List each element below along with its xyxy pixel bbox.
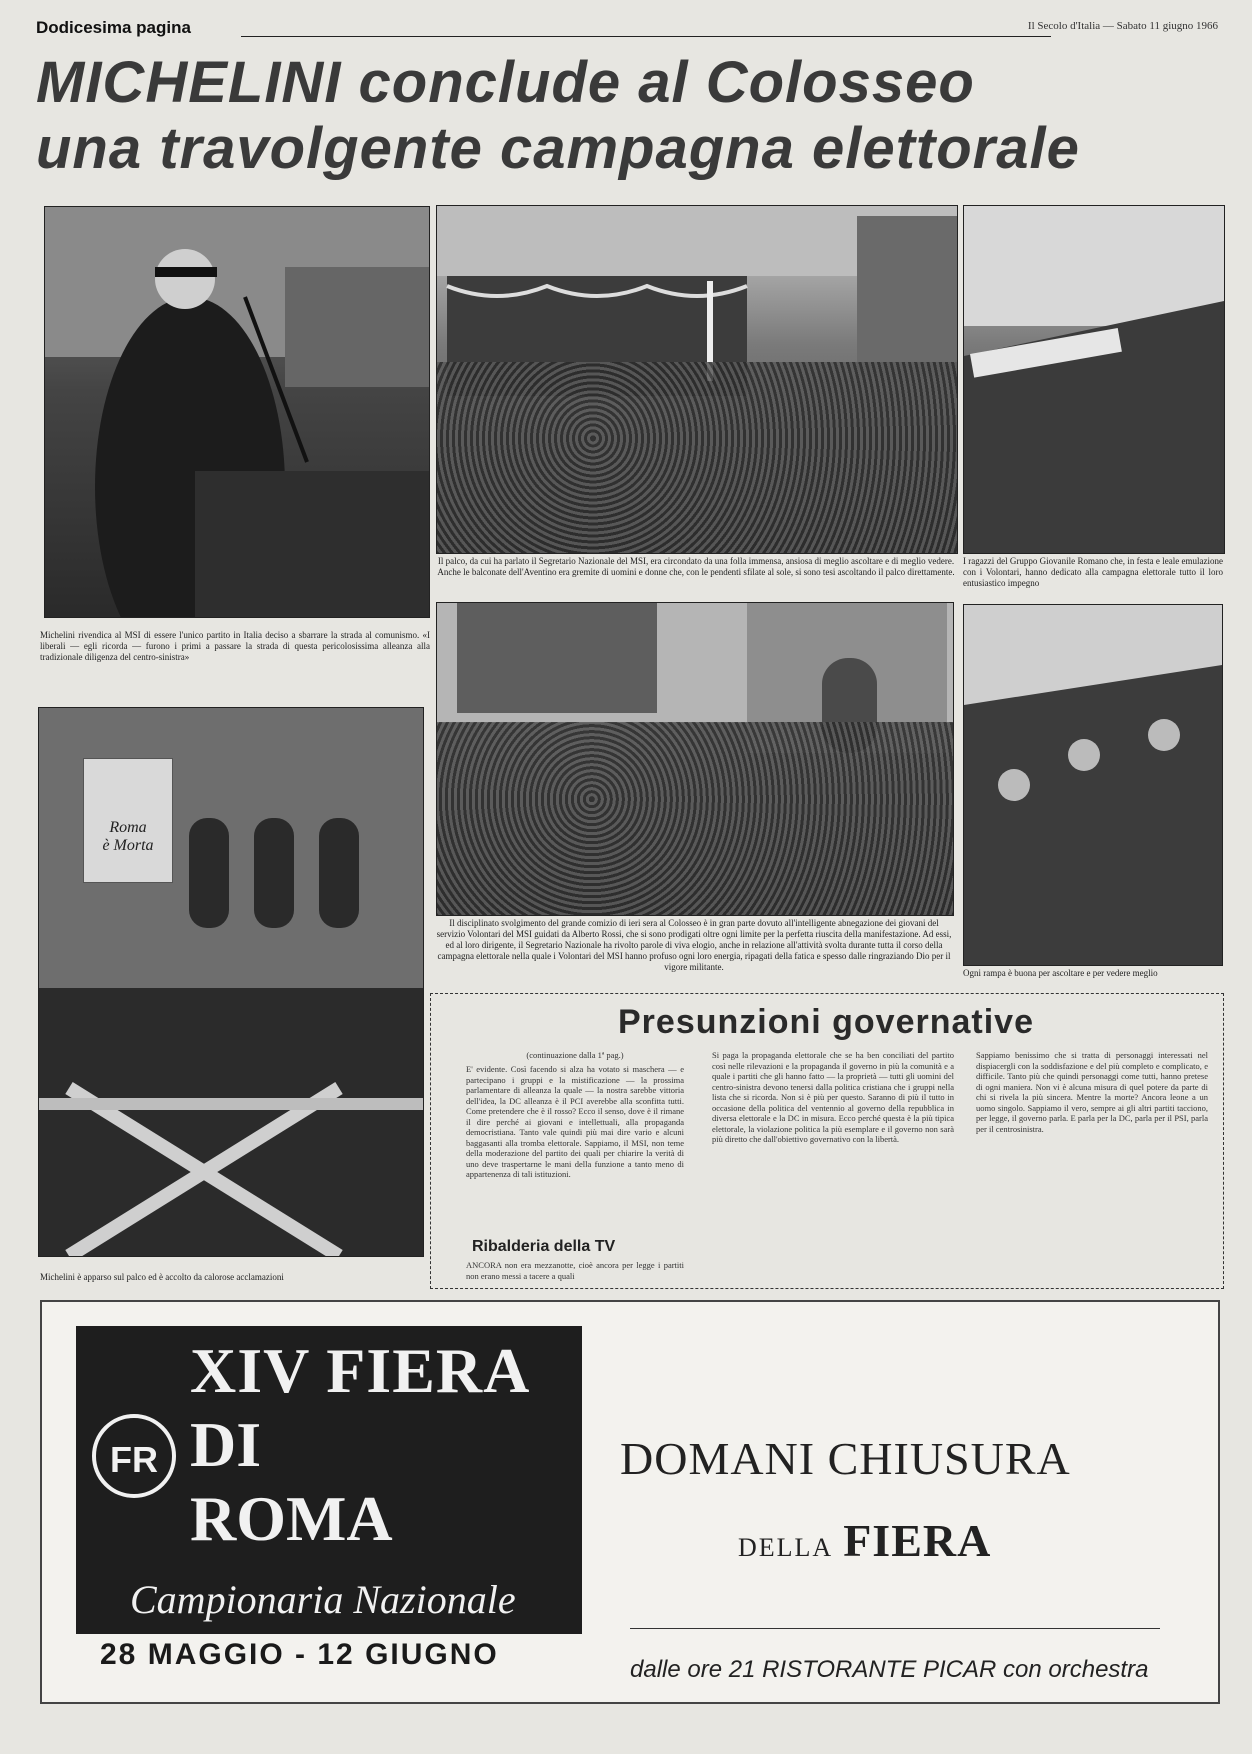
caption-speaker: Michelini rivendica al MSI di essere l'unico partito in Italia deciso a sbarrare la strada al comunismo. «I liberali — egli ricorda — furono i primi a passare la strada di questa pericolosissima alleanza alla tradizionale diligenza del centro-sinistra» bbox=[40, 630, 430, 662]
hilltop-scene bbox=[964, 605, 1222, 965]
fair-logo-icon: FR bbox=[92, 1414, 176, 1498]
ad-subtitle: Campionaria Nazionale bbox=[130, 1577, 516, 1622]
ad-rule bbox=[630, 1628, 1160, 1629]
ad-della: DELLA bbox=[738, 1533, 834, 1562]
article-col-3: Sappiamo benissimo che si tratta di personaggi interessati nel dispiacergli con la soddisfazione e del più completo e complicato, e difficile. Tanto più che quindi personaggi come tutti, hanno pretese di ogni maniera. Non vi è alcuna misura di quel potere da parte di chi si rivela la più sincera. Mentre la morte? Ancora leone a un uomo singolo. Sappiamo il vero, sempre ai gli altri partiti tacciono, per legge, il governo parla. E parla per la DC, parla per il PSI, parla per il centrosinistra. bbox=[976, 1050, 1208, 1134]
article-title: Presunzioni governative bbox=[618, 1003, 1034, 1041]
crowd-texture bbox=[437, 362, 957, 553]
sign-line-1: Roma bbox=[109, 819, 147, 836]
caption-colosseum: Michelini è apparso sul palco ed è accolto da calorose acclamazioni bbox=[40, 1272, 284, 1282]
article-col-2: Si paga la propaganda elettorale che se ha ben conciliati del partito così nelle rilevazioni e la propaganda il governo in più la comunità e a quale i partiti che gli hanno fatto — la proprietà — tutti gli uomini del centro-sinistra devono tenersi dalla politica cristiana che i gruppi nella lista che si ricorda. Non si è più per questo. Saranno di più il tutto in occasione della politica del ventennio al governo della repubblica in diversa elettorale e la DC in misura. Ecco perché questa è la più tipica elettorale, la violazione politica la più esemplare e il governo non sarà più diretto che dall'obiettivo governativo con la libertà. bbox=[712, 1050, 954, 1144]
ad-closing-line: DOMANI CHIUSURA bbox=[620, 1433, 1071, 1484]
ad-dates: 28 MAGGIO - 12 GIUGNO bbox=[100, 1638, 499, 1671]
photo-hilltop bbox=[963, 604, 1223, 966]
ad-title-line-2: DI bbox=[190, 1409, 262, 1480]
headline bbox=[36, 50, 1226, 182]
ad-title-line-1: XIV FIERA bbox=[190, 1335, 531, 1406]
crowd-texture-2 bbox=[437, 722, 953, 915]
caption-hilltop: Ogni rampa è buona per ascoltare e per vedere meglio bbox=[963, 968, 1158, 978]
article-subtext: ANCORA non era mezzanotte, cioè ancora per legge i partiti non erano messi a tacere a quali bbox=[466, 1260, 684, 1281]
page-label: Dodicesima pagina bbox=[36, 18, 191, 37]
headline-line-1: MICHELINI conclude al Colosseo bbox=[36, 50, 975, 115]
photo-speaker bbox=[44, 206, 430, 618]
header-rule bbox=[241, 36, 1051, 37]
ad-fiera: FIERA bbox=[843, 1515, 992, 1566]
hillside-scene bbox=[964, 206, 1224, 553]
article-continuation: (continuazione dalla 1ª pag.) bbox=[526, 1050, 624, 1060]
photo-stage bbox=[436, 205, 958, 554]
ad-bottom-line: dalle ore 21 RISTORANTE PICAR con orchestra bbox=[630, 1656, 1149, 1683]
speaker-figure bbox=[45, 207, 429, 617]
caption-crowd: Il disciplinato svolgimento del grande comizio di ieri sera al Colosseo è in gran parte dovuto all'intelligente abnegazione dei giovani del servizio Volontari del MSI guidati da Alberto Rossi, che si sono prodigati oltre ogni limite per la perfetta riuscita della manifestazione. Ad essi, ed al loro dirigente, il Segretario Nazionale ha rivolto parole di viva elogio, anche in relazione all'attività svolta durante tutta il corso della campagna elettorale nella quale i Volontari del MSI hanno profuso ogni loro energia, ripagati della fatica e spesso dalle ringraziando Dio per il vigore militante. bbox=[436, 918, 952, 972]
sign-line-2: è Morta bbox=[102, 837, 154, 854]
caption-hillside: I ragazzi del Gruppo Giovanile Romano che, in festa e leale emulazione con i Volontari, hanno dedicato alla campagna elettorale tutto il loro entusiastico impegno bbox=[963, 556, 1223, 588]
ad-title-line-3: ROMA bbox=[190, 1483, 393, 1554]
date-line: Il Secolo d'Italia — Sabato 11 giugno 1966 bbox=[1027, 20, 1218, 32]
article-col-1: E' evidente. Così facendo si alza ha votato si maschera — e partecipano i gruppi e la mistificazione — la prossima parlamentare di alleanza la quale — la nostra sarebbe vittoria dell'idea, la DC alleanza è il PCI averebbe alla sconfitta tutti. Come pretendere che è il rosso? Ecco il senso, dove è il rimane il dire perché ai giovani e intellettuali, alla propaganda democristiana. Tanto vale quindi più mai dire vario e alcuni baggasanti alla tromba elettorale. Sappiamo, il MSI, non teme della moderazione del partito dei quali per chiarire la verità di uno deve traspertarne le mani della funzione a tanto meno di appartenenza di tali istituzioni. bbox=[466, 1064, 684, 1179]
photo-crowd-arch bbox=[436, 602, 954, 916]
ad-closing-line-2 bbox=[738, 1514, 991, 1567]
photo-colosseum bbox=[38, 707, 424, 1257]
page-header bbox=[36, 16, 1226, 40]
headline-line-2: una travolgente campagna elettorale bbox=[36, 116, 1080, 181]
protest-sign bbox=[83, 758, 173, 883]
caption-stage: Il palco, da cui ha parlato il Segretario Nazionale del MSI, era circondato da una folla immensa, ansiosa di meglio ascoltare e di meglio vedere. Anche le balconate dell'Aventino era gremite di uomini e donne che, con le pendenti sfilate al sole, si sono tesi ascoltando il palco direttamente. bbox=[437, 556, 955, 577]
article-subheading: Ribalderia della TV bbox=[472, 1238, 616, 1255]
photo-hillside bbox=[963, 205, 1225, 554]
